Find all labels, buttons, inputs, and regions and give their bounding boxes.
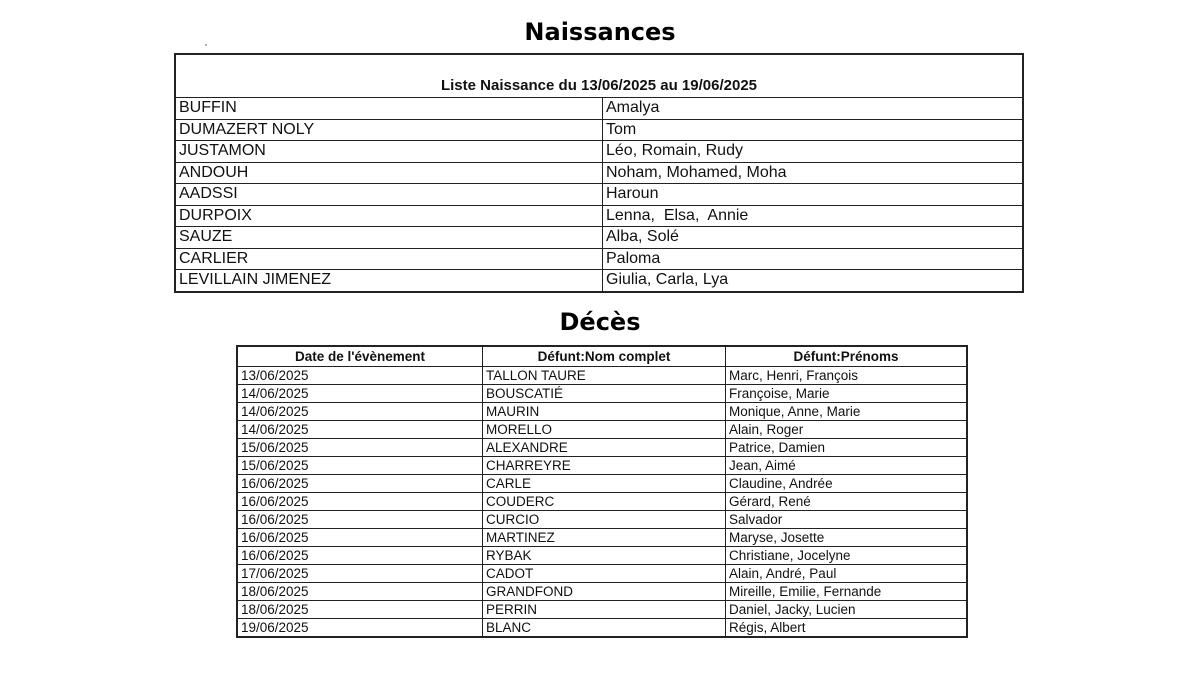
death-row	[237, 565, 967, 583]
birth-prenoms: Alba, Solé	[603, 227, 1024, 249]
birth-row	[175, 270, 1023, 292]
death-prenoms: Gérard, René	[726, 493, 968, 511]
death-nom: ALEXANDRE	[483, 439, 726, 457]
birth-prenoms: Haroun	[603, 184, 1024, 206]
births-heading: Naissances	[524, 18, 676, 46]
death-date: 18/06/2025	[237, 583, 483, 601]
death-prenoms: Alain, Roger	[726, 421, 968, 439]
births-table	[174, 53, 1024, 293]
birth-prenoms: Lenna, Elsa, Annie	[603, 205, 1024, 227]
death-nom: MARTINEZ	[483, 529, 726, 547]
death-date: 18/06/2025	[237, 601, 483, 619]
death-date: 13/06/2025	[237, 367, 483, 385]
death-row	[237, 439, 967, 457]
birth-row	[175, 248, 1023, 270]
death-row	[237, 619, 967, 638]
deaths-table	[236, 345, 968, 638]
birth-nom: LEVILLAIN JIMENEZ	[175, 270, 603, 292]
death-prenoms: Mireille, Emilie, Fernande	[726, 583, 968, 601]
header-prenoms: Défunt:Prénoms	[726, 346, 968, 367]
death-row	[237, 547, 967, 565]
birth-row	[175, 141, 1023, 163]
birth-row	[175, 98, 1023, 120]
birth-nom: DURPOIX	[175, 205, 603, 227]
death-row	[237, 367, 967, 385]
death-nom: GRANDFOND	[483, 583, 726, 601]
death-prenoms: Régis, Albert	[726, 619, 968, 638]
birth-prenoms: Amalya	[603, 98, 1024, 120]
birth-nom: CARLIER	[175, 248, 603, 270]
death-prenoms: Monique, Anne, Marie	[726, 403, 968, 421]
birth-nom: DUMAZERT NOLY	[175, 119, 603, 141]
death-nom: RYBAK	[483, 547, 726, 565]
death-row	[237, 511, 967, 529]
death-row	[237, 493, 967, 511]
death-nom: PERRIN	[483, 601, 726, 619]
birth-prenoms: Tom	[603, 119, 1024, 141]
death-nom: MORELLO	[483, 421, 726, 439]
birth-nom: JUSTAMON	[175, 141, 603, 163]
death-nom: CHARREYRE	[483, 457, 726, 475]
death-nom: CURCIO	[483, 511, 726, 529]
death-row	[237, 385, 967, 403]
death-nom: BOUSCATIÉ	[483, 385, 726, 403]
birth-nom: SAUZE	[175, 227, 603, 249]
death-nom: MAURIN	[483, 403, 726, 421]
death-row	[237, 421, 967, 439]
death-date: 14/06/2025	[237, 421, 483, 439]
birth-row	[175, 184, 1023, 206]
death-row	[237, 601, 967, 619]
header-nom: Défunt:Nom complet	[483, 346, 726, 367]
birth-nom: ANDOUH	[175, 162, 603, 184]
birth-row	[175, 162, 1023, 184]
death-prenoms: Marc, Henri, François	[726, 367, 968, 385]
death-prenoms: Daniel, Jacky, Lucien	[726, 601, 968, 619]
birth-prenoms: Giulia, Carla, Lya	[603, 270, 1024, 292]
death-prenoms: Patrice, Damien	[726, 439, 968, 457]
death-date: 15/06/2025	[237, 457, 483, 475]
birth-prenoms: Paloma	[603, 248, 1024, 270]
death-date: 16/06/2025	[237, 529, 483, 547]
death-row	[237, 457, 967, 475]
birth-row	[175, 205, 1023, 227]
death-date: 19/06/2025	[237, 619, 483, 638]
death-prenoms: Salvador	[726, 511, 968, 529]
death-prenoms: Jean, Aimé	[726, 457, 968, 475]
death-row	[237, 403, 967, 421]
death-row	[237, 475, 967, 493]
death-nom: CADOT	[483, 565, 726, 583]
death-date: 17/06/2025	[237, 565, 483, 583]
deaths-heading: Décès	[559, 308, 641, 336]
birth-row	[175, 119, 1023, 141]
death-prenoms: Christiane, Jocelyne	[726, 547, 968, 565]
death-date: 16/06/2025	[237, 547, 483, 565]
births-table-title: Liste Naissance du 13/06/2025 au 19/06/2025	[175, 54, 1023, 98]
death-prenoms: Claudine, Andrée	[726, 475, 968, 493]
death-date: 16/06/2025	[237, 493, 483, 511]
death-date: 16/06/2025	[237, 511, 483, 529]
death-row	[237, 529, 967, 547]
death-date: 15/06/2025	[237, 439, 483, 457]
death-date: 14/06/2025	[237, 385, 483, 403]
deaths-header-row	[237, 346, 967, 367]
death-prenoms: Alain, André, Paul	[726, 565, 968, 583]
death-nom: BLANC	[483, 619, 726, 638]
death-date: 16/06/2025	[237, 475, 483, 493]
birth-nom: AADSSI	[175, 184, 603, 206]
death-nom: TALLON TAURE	[483, 367, 726, 385]
death-nom: COUDERC	[483, 493, 726, 511]
header-date: Date de l'évènement	[237, 346, 483, 367]
death-nom: CARLE	[483, 475, 726, 493]
death-prenoms: Françoise, Marie	[726, 385, 968, 403]
birth-prenoms: Noham, Mohamed, Moha	[603, 162, 1024, 184]
births-title-row	[175, 54, 1023, 98]
death-date: 14/06/2025	[237, 403, 483, 421]
death-row	[237, 583, 967, 601]
birth-nom: BUFFIN	[175, 98, 603, 120]
birth-row	[175, 227, 1023, 249]
death-prenoms: Maryse, Josette	[726, 529, 968, 547]
birth-prenoms: Léo, Romain, Rudy	[603, 141, 1024, 163]
